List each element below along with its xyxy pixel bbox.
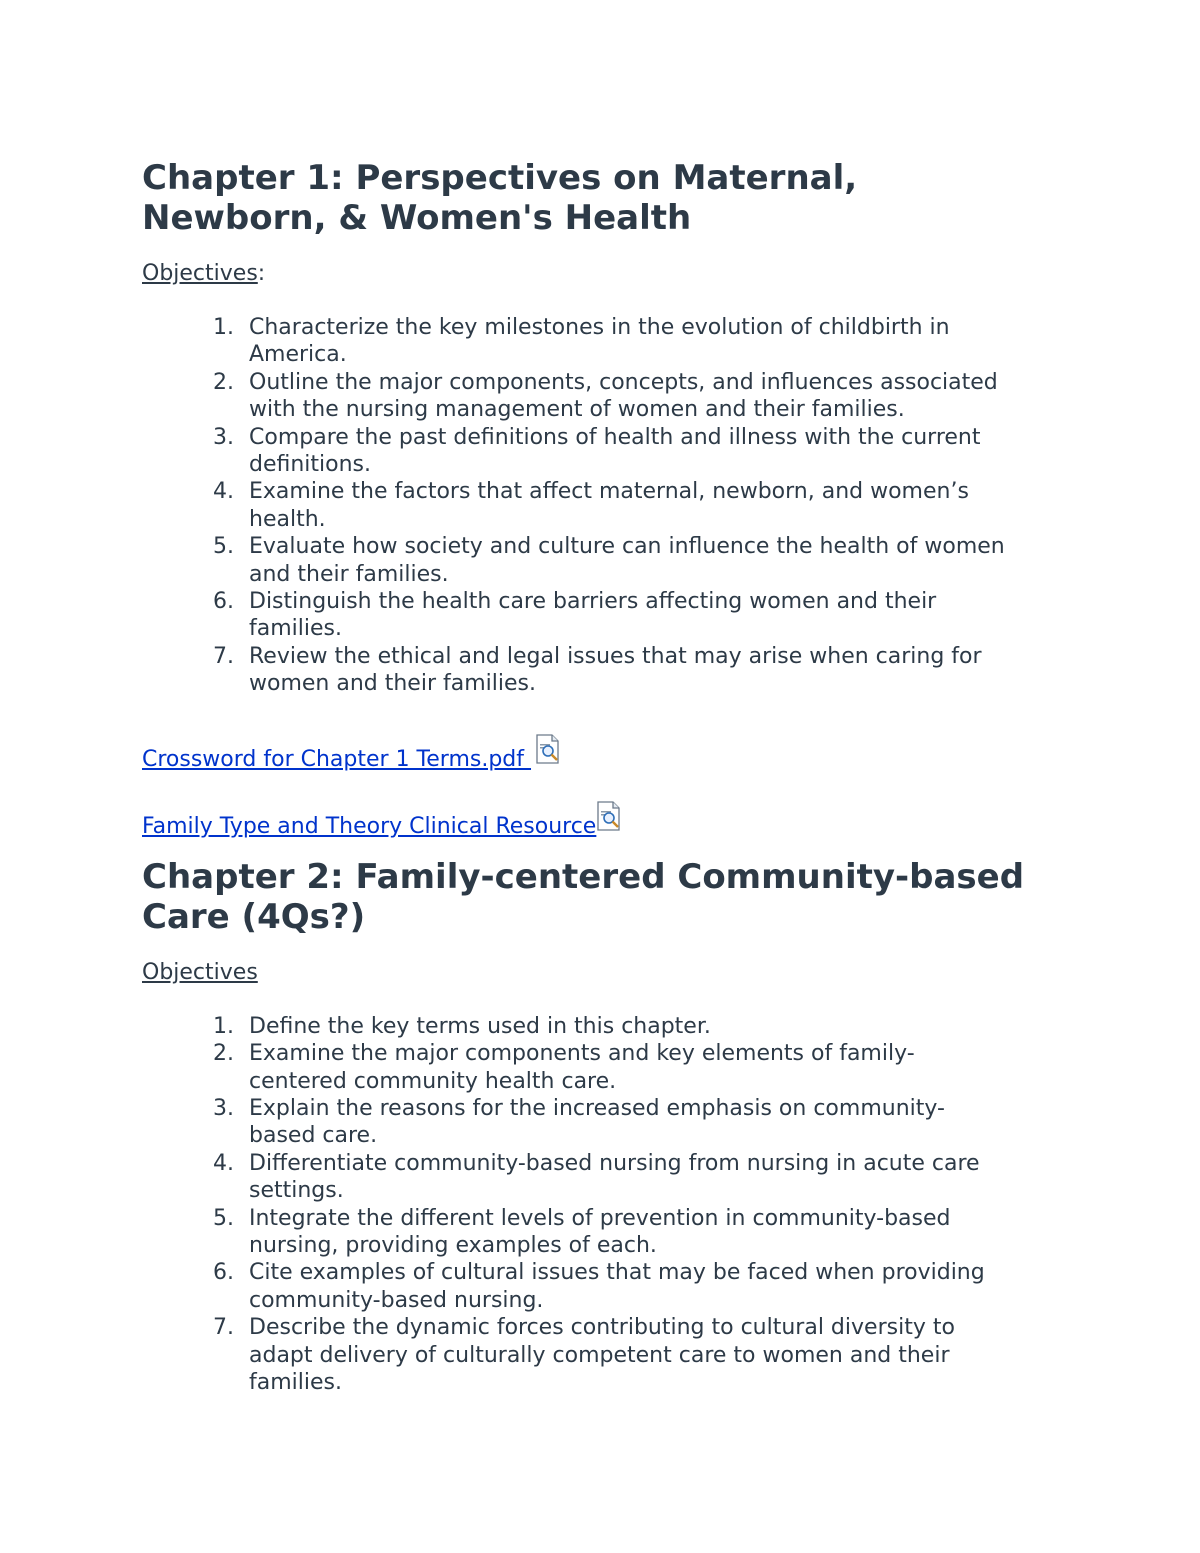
list-item	[142, 369, 1082, 424]
list-item-text-continued: families.	[249, 1369, 342, 1395]
list-item-text-continued: families.	[249, 616, 342, 642]
list-item-text-continued: health.	[249, 506, 326, 532]
list-item-text-continued: settings.	[249, 1178, 344, 1204]
document-preview-icon[interactable]	[535, 734, 561, 764]
list-item	[142, 314, 1082, 369]
list-item-number: 1.	[213, 1013, 234, 1039]
list-item-number: 7.	[213, 1315, 234, 1341]
list-item-text: Explain the reasons for the increased emphasis on community-	[249, 1095, 945, 1121]
family-theory-resource-link[interactable]: Family Type and Theory Clinical Resource	[142, 813, 597, 839]
list-item-text-continued: centered community health care.	[249, 1068, 617, 1094]
list-item-number: 1.	[213, 315, 234, 340]
objectives-colon: :	[257, 261, 266, 286]
chapter-2-title	[142, 857, 1082, 937]
list-item-text-continued: nursing, providing examples of each.	[249, 1232, 657, 1258]
list-item-text: Distinguish the health care barriers affecting women and their	[249, 589, 937, 615]
chapter-1-title	[142, 158, 1082, 238]
crossword-link-line	[142, 734, 1082, 774]
list-item-text-continued: with the nursing management of women and their families.	[249, 397, 905, 423]
list-item-number: 7.	[213, 643, 234, 669]
list-item	[142, 533, 1082, 588]
list-item-number: 3.	[213, 424, 234, 450]
list-item	[142, 1205, 1082, 1260]
list-item	[142, 1150, 1082, 1205]
list-item-text-continued: definitions.	[249, 452, 372, 478]
objectives-heading: Objectives	[142, 261, 258, 286]
list-item-text: Outline the major components, concepts, and influences associated	[249, 369, 998, 395]
list-item-text: Integrate the different levels of prevention in community-based	[249, 1205, 951, 1231]
list-item-text: Examine the major components and key elements of family-	[249, 1041, 915, 1067]
list-item-number: 5.	[213, 1205, 234, 1231]
list-item	[142, 1013, 1082, 1040]
list-item	[142, 643, 1082, 698]
objectives-heading: Objectives	[142, 959, 258, 985]
list-item-text: Characterize the key milestones in the evolution of childbirth in	[249, 315, 950, 340]
list-item-number: 6.	[213, 589, 234, 615]
list-item-text: Cite examples of cultural issues that may be faced when providing	[249, 1260, 985, 1286]
list-item-number: 3.	[213, 1095, 234, 1121]
list-item	[142, 588, 1082, 643]
list-item	[142, 424, 1082, 479]
chapter-1-title-line-1: Chapter 1: Perspectives on Maternal,	[142, 158, 858, 198]
list-item-number: 2.	[213, 369, 234, 395]
list-item-number: 2.	[213, 1041, 234, 1067]
list-item	[142, 1314, 1082, 1396]
list-item-number: 6.	[213, 1260, 234, 1286]
list-item-number: 4.	[213, 1150, 234, 1176]
family-resource-link-line	[142, 801, 1082, 841]
list-item-text-continued: based care.	[249, 1123, 378, 1149]
document-page	[142, 158, 1082, 1396]
chapter-1-title-line-2: Newborn, & Women's Health	[142, 198, 692, 238]
list-item-number: 4.	[213, 479, 234, 505]
list-item-text: Describe the dynamic forces contributing to cultural diversity to	[249, 1315, 955, 1341]
chapter-2-objectives-list	[142, 1013, 1082, 1397]
list-item-text-continued: adapt delivery of culturally competent care to women and their	[249, 1342, 950, 1368]
list-item-text-continued: America.	[249, 342, 347, 368]
chapter-2-title-line-1: Chapter 2: Family-centered Community-based	[142, 856, 1025, 897]
list-item-text-continued: women and their families.	[249, 671, 536, 697]
list-item	[142, 1040, 1082, 1095]
list-item-text: Review the ethical and legal issues that may arise when caring for	[249, 643, 982, 669]
crossword-pdf-link[interactable]: Crossword for Chapter 1 Terms.pdf	[142, 746, 532, 772]
list-item-number: 5.	[213, 534, 234, 560]
document-preview-icon[interactable]	[596, 801, 622, 831]
list-item-text: Differentiate community-based nursing from nursing in acute care	[249, 1150, 980, 1176]
chapter-2-objectives-label	[142, 959, 1082, 987]
list-item-text: Examine the factors that affect maternal, newborn, and women’s	[249, 479, 969, 505]
list-item	[142, 1095, 1082, 1150]
list-item-text: Define the key terms used in this chapter.	[249, 1013, 711, 1039]
list-item-text-continued: community-based nursing.	[249, 1287, 544, 1313]
list-item-text: Evaluate how society and culture can influence the health of women	[249, 534, 1005, 560]
chapter-2-title-line-2: Care (4Qs?)	[142, 896, 366, 937]
chapter-1-objectives-label	[142, 260, 1082, 288]
list-item	[142, 478, 1082, 533]
list-item-text: Compare the past definitions of health and illness with the current	[249, 424, 981, 450]
chapter-1-objectives-list	[142, 314, 1082, 698]
list-item	[142, 1259, 1082, 1314]
list-item-text-continued: and their families.	[249, 561, 449, 587]
